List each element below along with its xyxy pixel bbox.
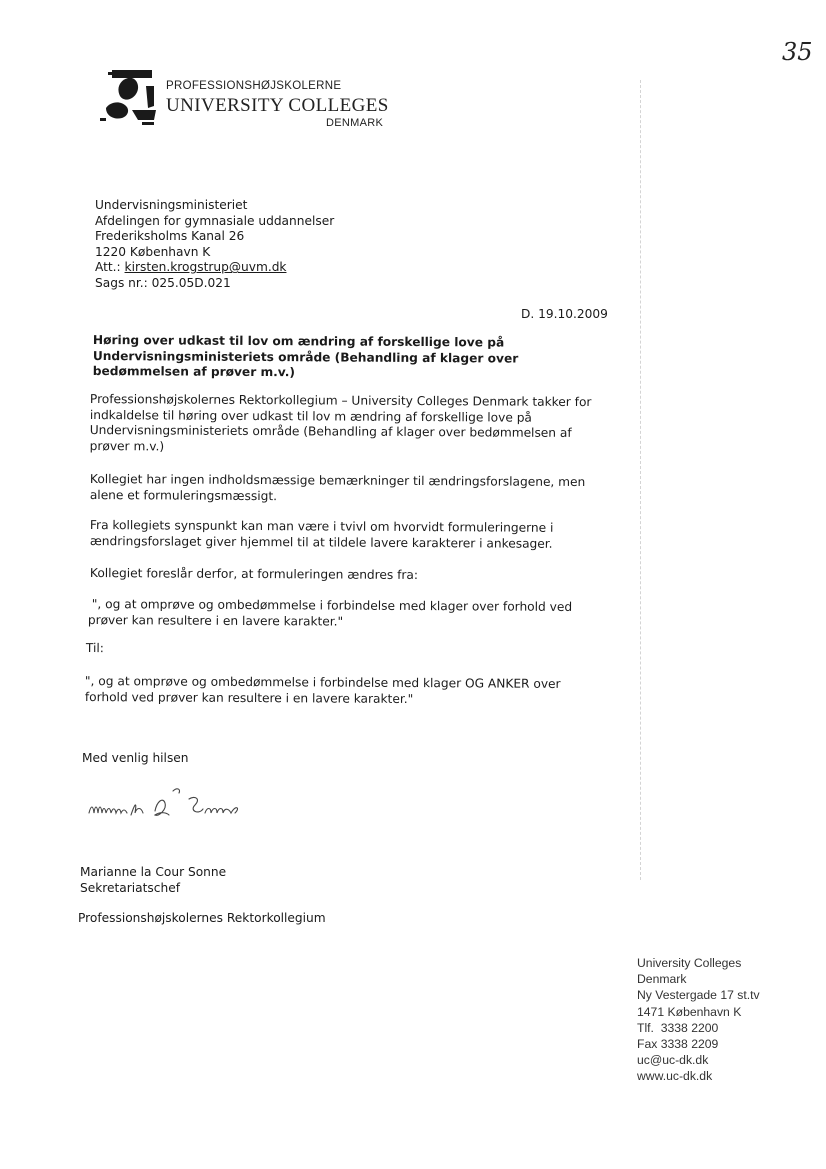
recipient-case-line xyxy=(95,276,334,292)
paragraph-line: prøver m.v.) xyxy=(89,438,165,454)
quote-line: prøver kan resultere i en lavere karakter." xyxy=(87,612,344,629)
paragraph-line: alene et formuleringsmæssigt. xyxy=(89,487,278,503)
recipient-att-line xyxy=(95,260,334,276)
paragraph-1 xyxy=(90,392,610,458)
recipient-name: Undervisningsministeriet xyxy=(95,198,248,212)
letter-date: D. 19.10.2009 xyxy=(521,307,608,321)
paragraph-4 xyxy=(90,566,610,585)
quote-line: forhold ved prøver kan resultere i en lavere karakter." xyxy=(84,689,414,706)
contact-line: Ny Vestergade 17 st.tv xyxy=(637,988,760,1003)
contact-website-link[interactable]: www.uc-dk.dk xyxy=(637,1069,713,1084)
paragraph-line: Professionshøjskolernes Rektorkollegium – University Colleges Denmark takker for xyxy=(89,392,592,410)
recipient-street: Frederiksholms Kanal 26 xyxy=(95,229,245,244)
signatory-block xyxy=(80,865,226,896)
contact-line: Denmark xyxy=(637,972,687,987)
quote-original xyxy=(88,597,608,631)
til-label xyxy=(86,641,606,660)
att-label: Att.: xyxy=(95,260,121,275)
quote-line: ", og at omprøve og ombedømmelse i forbindelse med klager over forhold ved xyxy=(87,597,573,614)
handwritten-signature xyxy=(85,783,255,829)
letterhead-line-2: UNIVERSITY COLLEGES xyxy=(166,95,389,116)
contact-line: 1471 København K xyxy=(637,1004,742,1019)
paragraph-line: Fra kollegiets synspunkt kan man være i tvivl om hvorvidt formuleringerne i xyxy=(89,518,554,535)
case-number: 025.05D.021 xyxy=(151,275,231,290)
signatory-name: Marianne la Cour Sonne xyxy=(80,865,227,879)
case-label: Sags nr.: xyxy=(95,275,148,290)
paragraph-line: Undervisningsministeriets område (Behandling af klager over bedømmelsen af xyxy=(89,423,572,441)
att-email-link[interactable]: kirsten.krogstrup@uvm.dk xyxy=(124,260,287,275)
recipient-city: 1220 København K xyxy=(95,244,211,259)
paragraph-3 xyxy=(90,518,610,552)
letterhead-line-3: DENMARK xyxy=(326,117,384,129)
paragraph-line: Kollegiet foreslår derfor, at formuleringen ændres fra: xyxy=(89,566,419,583)
university-colleges-logo-icon xyxy=(98,66,160,128)
paragraph-line: indkaldelse til høring over udkast til lov m ændring af forskellige love på xyxy=(89,407,532,425)
letterhead-line-1: PROFESSIONSHØJSKOLERNE xyxy=(166,80,342,92)
signatory-organisation: Professionshøjskolernes Rektorkollegium xyxy=(78,911,326,925)
page-number: 35 xyxy=(782,38,813,66)
quote-proposed xyxy=(85,674,605,708)
quote-line: ", og at omprøve og ombedømmelse i forbindelse med klager OG ANKER over xyxy=(84,674,561,691)
sender-contact-block xyxy=(637,955,760,1085)
signatory-title: Sekretariatschef xyxy=(80,880,180,895)
recipient-department: Afdelingen for gymnasiale uddannelser xyxy=(95,213,335,228)
closing-greeting: Med venlig hilsen xyxy=(82,751,189,765)
letter-subject: Høring over udkast til lov om ændring af forskellige love på Undervisningsministeriets område (Behandling af klager over bedømmelsen af prøver m.v.) xyxy=(92,333,519,380)
paragraph-line: Kollegiet har ingen indholdsmæssige bemærkninger til ændringsforslagene, men xyxy=(89,472,586,490)
recipient-address xyxy=(95,198,334,292)
paragraph-line: Til: xyxy=(85,641,104,656)
paragraph-2 xyxy=(90,472,610,506)
contact-line: University Colleges xyxy=(637,956,742,970)
contact-fax: Fax 3338 2209 xyxy=(637,1037,719,1052)
contact-phone: Tlf. 3338 2200 xyxy=(637,1020,719,1035)
scan-edge-line xyxy=(640,80,642,880)
contact-email-link[interactable]: uc@uc-dk.dk xyxy=(637,1053,709,1068)
paragraph-line: ændringsforslaget giver hjemmel til at tildele lavere karakterer i ankesager. xyxy=(89,533,553,551)
